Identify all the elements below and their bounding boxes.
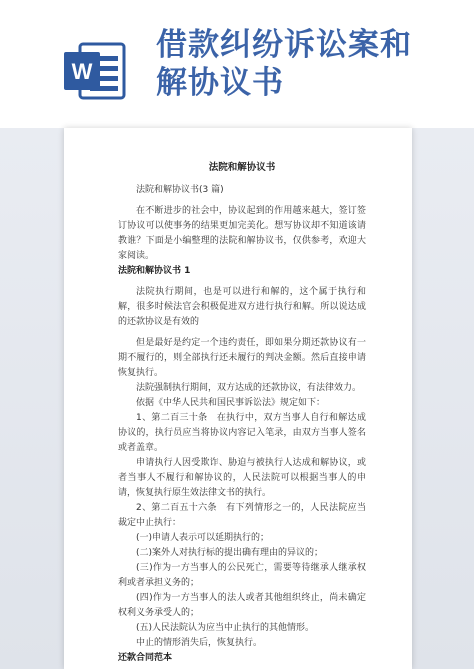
- title-line-1: 借款纠纷诉讼案和: [156, 27, 412, 63]
- paragraph-5: 1、第二百三十条 在执行中，双方当事人自行和解达成协议的，执行员应当将协议内容记入笔录，由双方当事人签名或者盖章。: [118, 413, 366, 453]
- paragraph-9: (二)案外人对执行标的提出确有理由的异议的；: [136, 548, 324, 558]
- paragraph-1: 法院执行期间，也是可以进行和解的，这个属于执行和解，很多时候法官会积极促进双方进行执行和解。所以说达成的还款协议是有效的: [118, 287, 366, 327]
- word-doc-icon: [62, 38, 128, 104]
- document-body: [118, 160, 366, 666]
- paragraph-12: (五)人民法院认为应当中止执行的其他情形。: [136, 623, 315, 633]
- section-heading-1: 法院和解协议书 1: [118, 266, 191, 276]
- section-heading-2: 还款合同范本: [118, 653, 173, 663]
- intro-paragraph: 在不断进步的社会中，协议起到的作用越来越大，签订签订协议可以使事务的结果更加完美化。想写协议却不知道该请教谁？下面是小编整理的法院和解协议书，仅供参考，欢迎大家阅读。: [118, 206, 366, 261]
- paragraph-3: 法院强制执行期间，双方达成的还款协议，有法律效力。: [136, 383, 362, 393]
- svg-text:W: W: [71, 59, 93, 84]
- paragraph-11: (四)作为一方当事人的法人或者其他组织终止，尚未确定权利义务承受人的；: [118, 593, 366, 618]
- page-title: [156, 26, 466, 102]
- paragraph-13: 中止的情形消失后，恢复执行。: [136, 638, 263, 648]
- paragraph-2: 但是最好是约定一个违约责任，即如果分期还款协议有一期不履行的，则全部执行还未履行的判决金额。然后直接申请恢复执行。: [118, 338, 366, 378]
- paragraph-10: (三)作为一方当事人的公民死亡，需要等待继承人继承权利或者承担义务的；: [118, 563, 366, 588]
- paragraph-4: 依据《中华人民共和国民事诉讼法》规定如下：: [136, 398, 326, 408]
- document-subtitle: 法院和解协议书(3 篇): [136, 185, 224, 195]
- header-banner: [0, 0, 474, 130]
- paragraph-8: (一)申请人表示可以延期执行的；: [136, 533, 270, 543]
- paragraph-7: 2、第二百五十六条 有下列情形之一的，人民法院应当裁定中止执行：: [118, 503, 366, 528]
- title-line-2: 解协议书: [156, 65, 284, 101]
- document-title: 法院和解协议书: [208, 162, 276, 173]
- paragraph-6: 申请执行人因受欺诈、胁迫与被执行人达成和解协议，或者当事人不履行和解协议的，人民法院可以根据当事人的申请，恢复执行原生效法律文书的执行。: [118, 458, 366, 498]
